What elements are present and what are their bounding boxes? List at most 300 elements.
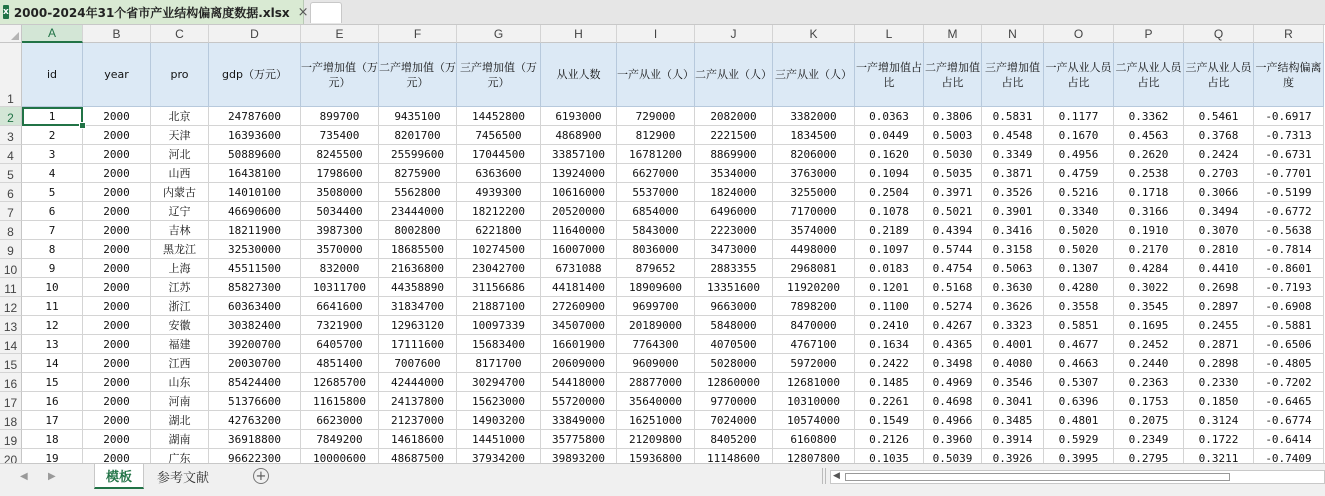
data-cell[interactable]: 19	[22, 449, 83, 463]
data-cell[interactable]: 3255000	[773, 183, 855, 202]
data-cell[interactable]: 4767100	[773, 335, 855, 354]
close-tab-icon[interactable]: ×	[297, 4, 309, 20]
data-cell[interactable]: 6221800	[457, 221, 541, 240]
data-cell[interactable]: 0.3914	[982, 430, 1044, 449]
row-header-3[interactable]: 3	[0, 126, 22, 145]
column-header-d[interactable]: D	[209, 25, 301, 43]
data-cell[interactable]: 15936800	[617, 449, 695, 463]
data-cell[interactable]: 12963120	[379, 316, 457, 335]
column-header-q[interactable]: Q	[1184, 25, 1254, 43]
data-cell[interactable]: 0.1078	[855, 202, 924, 221]
data-cell[interactable]: 0.2410	[855, 316, 924, 335]
data-cell[interactable]: 8201700	[379, 126, 457, 145]
data-cell[interactable]: 0.5030	[924, 145, 982, 164]
data-cell[interactable]: -0.7193	[1254, 278, 1324, 297]
data-cell[interactable]: 16781200	[617, 145, 695, 164]
data-cell[interactable]: 0.4080	[982, 354, 1044, 373]
data-cell[interactable]: 11	[22, 297, 83, 316]
data-cell[interactable]: 4498000	[773, 240, 855, 259]
data-cell[interactable]: 0.2795	[1114, 449, 1184, 463]
data-cell[interactable]: 0.3066	[1184, 183, 1254, 202]
data-cell[interactable]: 2	[22, 126, 83, 145]
data-cell[interactable]: 25599600	[379, 145, 457, 164]
data-cell[interactable]: 0.4410	[1184, 259, 1254, 278]
data-cell[interactable]: 8171700	[457, 354, 541, 373]
data-cell[interactable]: -0.4805	[1254, 354, 1324, 373]
data-cell[interactable]: 34507000	[541, 316, 617, 335]
data-cell[interactable]: 10574000	[773, 411, 855, 430]
data-cell[interactable]: 0.2330	[1184, 373, 1254, 392]
data-cell[interactable]: 7007600	[379, 354, 457, 373]
data-cell[interactable]: 9663000	[695, 297, 773, 316]
data-cell[interactable]: 729000	[617, 107, 695, 126]
sheet-tab-template[interactable]: 模板	[94, 464, 144, 489]
data-cell[interactable]: 0.3340	[1044, 202, 1114, 221]
data-cell[interactable]: 0.1485	[855, 373, 924, 392]
data-cell[interactable]: 2221500	[695, 126, 773, 145]
data-cell[interactable]: 0.3558	[1044, 297, 1114, 316]
row-header-20[interactable]: 20	[0, 449, 22, 463]
data-cell[interactable]: 0.2703	[1184, 164, 1254, 183]
data-cell[interactable]: 0.1177	[1044, 107, 1114, 126]
data-cell[interactable]: 879652	[617, 259, 695, 278]
data-cell[interactable]: 10	[22, 278, 83, 297]
data-cell[interactable]: -0.6774	[1254, 411, 1324, 430]
data-cell[interactable]: 13	[22, 335, 83, 354]
data-cell[interactable]: 0.0449	[855, 126, 924, 145]
data-cell[interactable]: -0.5638	[1254, 221, 1324, 240]
data-cell[interactable]: 10000600	[301, 449, 379, 463]
header-cell[interactable]: 三产从业人员占比	[1184, 43, 1254, 107]
data-cell[interactable]: 辽宁	[151, 202, 209, 221]
data-cell[interactable]: 20520000	[541, 202, 617, 221]
data-cell[interactable]: 2000	[83, 430, 151, 449]
data-cell[interactable]: 11920200	[773, 278, 855, 297]
data-cell[interactable]: 0.3626	[982, 297, 1044, 316]
data-cell[interactable]: 6731088	[541, 259, 617, 278]
data-cell[interactable]: 27260900	[541, 297, 617, 316]
data-cell[interactable]: 黑龙江	[151, 240, 209, 259]
data-cell[interactable]: -0.6917	[1254, 107, 1324, 126]
data-cell[interactable]: 46690600	[209, 202, 301, 221]
data-cell[interactable]: 1	[22, 107, 83, 126]
data-cell[interactable]: 0.1094	[855, 164, 924, 183]
data-cell[interactable]: 5843000	[617, 221, 695, 240]
data-cell[interactable]: 0.5831	[982, 107, 1044, 126]
data-cell[interactable]: 7764300	[617, 335, 695, 354]
data-cell[interactable]: 33849000	[541, 411, 617, 430]
data-cell[interactable]: 17111600	[379, 335, 457, 354]
data-cell[interactable]: 8	[22, 240, 83, 259]
data-cell[interactable]: 0.3124	[1184, 411, 1254, 430]
data-cell[interactable]: 上海	[151, 259, 209, 278]
data-cell[interactable]: 6627000	[617, 164, 695, 183]
row-header-5[interactable]: 5	[0, 164, 22, 183]
data-cell[interactable]: 0.5929	[1044, 430, 1114, 449]
row-header-18[interactable]: 18	[0, 411, 22, 430]
data-cell[interactable]: 5034400	[301, 202, 379, 221]
header-cell[interactable]: 一产增加值占比	[855, 43, 924, 107]
data-cell[interactable]: 0.5039	[924, 449, 982, 463]
data-cell[interactable]: 7456500	[457, 126, 541, 145]
data-cell[interactable]: 0.1634	[855, 335, 924, 354]
column-header-j[interactable]: J	[695, 25, 773, 43]
data-cell[interactable]: 7	[22, 221, 83, 240]
row-header-1[interactable]: 1	[0, 43, 22, 107]
data-cell[interactable]: 0.5020	[1044, 240, 1114, 259]
data-cell[interactable]: 0.5216	[1044, 183, 1114, 202]
data-cell[interactable]: 18211900	[209, 221, 301, 240]
data-cell[interactable]: 山东	[151, 373, 209, 392]
data-cell[interactable]: 0.3494	[1184, 202, 1254, 221]
data-cell[interactable]: 0.2424	[1184, 145, 1254, 164]
data-cell[interactable]: -0.8601	[1254, 259, 1324, 278]
add-sheet-icon[interactable]: +	[253, 468, 269, 484]
data-cell[interactable]: 0.2363	[1114, 373, 1184, 392]
data-cell[interactable]: 2000	[83, 411, 151, 430]
column-header-a[interactable]: A	[22, 25, 83, 43]
data-cell[interactable]: 2000	[83, 107, 151, 126]
data-cell[interactable]: 4851400	[301, 354, 379, 373]
data-cell[interactable]: 0.3546	[982, 373, 1044, 392]
data-cell[interactable]: 2000	[83, 164, 151, 183]
header-cell[interactable]: id	[22, 43, 83, 107]
data-cell[interactable]: 899700	[301, 107, 379, 126]
row-header-12[interactable]: 12	[0, 297, 22, 316]
data-cell[interactable]: 18909600	[617, 278, 695, 297]
data-cell[interactable]: 10097339	[457, 316, 541, 335]
data-cell[interactable]: 0.4284	[1114, 259, 1184, 278]
data-cell[interactable]: 2000	[83, 126, 151, 145]
data-cell[interactable]: -0.6731	[1254, 145, 1324, 164]
data-cell[interactable]: 36918800	[209, 430, 301, 449]
data-cell[interactable]: 42444000	[379, 373, 457, 392]
data-cell[interactable]: 42763200	[209, 411, 301, 430]
data-cell[interactable]: -0.7701	[1254, 164, 1324, 183]
data-cell[interactable]: 2000	[83, 240, 151, 259]
column-header-e[interactable]: E	[301, 25, 379, 43]
data-cell[interactable]: 10616000	[541, 183, 617, 202]
data-cell[interactable]: -0.7202	[1254, 373, 1324, 392]
data-cell[interactable]: 0.3768	[1184, 126, 1254, 145]
row-header-19[interactable]: 19	[0, 430, 22, 449]
data-cell[interactable]: 0.3041	[982, 392, 1044, 411]
data-cell[interactable]: 2968081	[773, 259, 855, 278]
data-cell[interactable]: 2000	[83, 392, 151, 411]
data-cell[interactable]: 0.1753	[1114, 392, 1184, 411]
data-cell[interactable]: 3508000	[301, 183, 379, 202]
data-cell[interactable]: 0.4001	[982, 335, 1044, 354]
data-cell[interactable]: 7024000	[695, 411, 773, 430]
data-cell[interactable]: 85424400	[209, 373, 301, 392]
scroll-left-icon[interactable]: ◀	[833, 471, 840, 481]
data-cell[interactable]: 8869900	[695, 145, 773, 164]
data-cell[interactable]: 30382400	[209, 316, 301, 335]
data-cell[interactable]: 6405700	[301, 335, 379, 354]
data-cell[interactable]: 11615800	[301, 392, 379, 411]
data-cell[interactable]: 3	[22, 145, 83, 164]
data-cell[interactable]: 0.2075	[1114, 411, 1184, 430]
data-cell[interactable]: -0.6414	[1254, 430, 1324, 449]
data-cell[interactable]: 0.2349	[1114, 430, 1184, 449]
data-cell[interactable]: 0.4267	[924, 316, 982, 335]
header-cell[interactable]: 三产从业（人）	[773, 43, 855, 107]
row-header-8[interactable]: 8	[0, 221, 22, 240]
data-cell[interactable]: 9770000	[695, 392, 773, 411]
data-cell[interactable]: 2000	[83, 297, 151, 316]
data-cell[interactable]: 0.3526	[982, 183, 1044, 202]
data-cell[interactable]: 8245500	[301, 145, 379, 164]
data-cell[interactable]: 51376600	[209, 392, 301, 411]
data-cell[interactable]: 2000	[83, 183, 151, 202]
data-cell[interactable]: 16251000	[617, 411, 695, 430]
data-cell[interactable]: 0.1201	[855, 278, 924, 297]
data-cell[interactable]: 安徽	[151, 316, 209, 335]
data-cell[interactable]: 0.4966	[924, 411, 982, 430]
data-cell[interactable]: 0.3901	[982, 202, 1044, 221]
data-cell[interactable]: 9699700	[617, 297, 695, 316]
data-cell[interactable]: 0.1850	[1184, 392, 1254, 411]
data-cell[interactable]: 21887100	[457, 297, 541, 316]
column-header-o[interactable]: O	[1044, 25, 1114, 43]
row-header-9[interactable]: 9	[0, 240, 22, 259]
data-cell[interactable]: 河北	[151, 145, 209, 164]
data-cell[interactable]: 11148600	[695, 449, 773, 463]
data-cell[interactable]: 0.1670	[1044, 126, 1114, 145]
data-cell[interactable]: 21636800	[379, 259, 457, 278]
data-cell[interactable]: 735400	[301, 126, 379, 145]
data-cell[interactable]: 16438100	[209, 164, 301, 183]
data-cell[interactable]: 0.3362	[1114, 107, 1184, 126]
data-cell[interactable]: 0.1035	[855, 449, 924, 463]
data-cell[interactable]: 0.3971	[924, 183, 982, 202]
row-header-11[interactable]: 11	[0, 278, 22, 297]
data-cell[interactable]: 18212200	[457, 202, 541, 221]
data-cell[interactable]: 44358890	[379, 278, 457, 297]
data-cell[interactable]: 24137800	[379, 392, 457, 411]
data-cell[interactable]: 7321900	[301, 316, 379, 335]
data-cell[interactable]: 5972000	[773, 354, 855, 373]
data-cell[interactable]: 0.5307	[1044, 373, 1114, 392]
data-cell[interactable]: 15623000	[457, 392, 541, 411]
data-cell[interactable]: 0.5851	[1044, 316, 1114, 335]
data-cell[interactable]: 6496000	[695, 202, 773, 221]
data-cell[interactable]: -0.7409	[1254, 449, 1324, 463]
data-cell[interactable]: 天津	[151, 126, 209, 145]
data-cell[interactable]: 0.5003	[924, 126, 982, 145]
data-cell[interactable]: 湖南	[151, 430, 209, 449]
data-cell[interactable]: 江西	[151, 354, 209, 373]
data-cell[interactable]: 2000	[83, 316, 151, 335]
data-cell[interactable]: 8206000	[773, 145, 855, 164]
column-header-l[interactable]: L	[855, 25, 924, 43]
data-cell[interactable]: 12681000	[773, 373, 855, 392]
data-cell[interactable]: 14451000	[457, 430, 541, 449]
data-cell[interactable]: 湖北	[151, 411, 209, 430]
data-cell[interactable]: 6854000	[617, 202, 695, 221]
data-cell[interactable]: 7170000	[773, 202, 855, 221]
data-cell[interactable]: 12	[22, 316, 83, 335]
data-cell[interactable]: -0.6772	[1254, 202, 1324, 221]
data-cell[interactable]: 0.4698	[924, 392, 982, 411]
data-cell[interactable]: 0.2261	[855, 392, 924, 411]
data-cell[interactable]: 0.1620	[855, 145, 924, 164]
data-cell[interactable]: 0.1100	[855, 297, 924, 316]
data-cell[interactable]: 8036000	[617, 240, 695, 259]
data-cell[interactable]: 3473000	[695, 240, 773, 259]
data-cell[interactable]: 0.2126	[855, 430, 924, 449]
header-cell[interactable]: 三产增加值占比	[982, 43, 1044, 107]
data-cell[interactable]: 6363600	[457, 164, 541, 183]
data-cell[interactable]: 45511500	[209, 259, 301, 278]
data-cell[interactable]: 14	[22, 354, 83, 373]
data-cell[interactable]: 0.3630	[982, 278, 1044, 297]
data-cell[interactable]: 0.4677	[1044, 335, 1114, 354]
data-cell[interactable]: -0.5881	[1254, 316, 1324, 335]
data-cell[interactable]: 8405200	[695, 430, 773, 449]
column-header-p[interactable]: P	[1114, 25, 1184, 43]
data-cell[interactable]: 96622300	[209, 449, 301, 463]
header-cell[interactable]: gdp（万元）	[209, 43, 301, 107]
data-cell[interactable]: 0.3349	[982, 145, 1044, 164]
data-cell[interactable]: 0.4548	[982, 126, 1044, 145]
data-cell[interactable]: -0.6465	[1254, 392, 1324, 411]
data-cell[interactable]: 14452800	[457, 107, 541, 126]
data-cell[interactable]: 21209800	[617, 430, 695, 449]
data-cell[interactable]: 0.5020	[1044, 221, 1114, 240]
row-header-13[interactable]: 13	[0, 316, 22, 335]
data-cell[interactable]: 5537000	[617, 183, 695, 202]
data-cell[interactable]: 0.4801	[1044, 411, 1114, 430]
data-cell[interactable]: 0.3545	[1114, 297, 1184, 316]
data-cell[interactable]: 2082000	[695, 107, 773, 126]
data-cell[interactable]: 0.4969	[924, 373, 982, 392]
data-cell[interactable]: 0.3926	[982, 449, 1044, 463]
data-cell[interactable]: 23042700	[457, 259, 541, 278]
data-cell[interactable]: 0.3166	[1114, 202, 1184, 221]
data-cell[interactable]: 0.3498	[924, 354, 982, 373]
data-cell[interactable]: 0.5461	[1184, 107, 1254, 126]
data-cell[interactable]: 8470000	[773, 316, 855, 335]
data-cell[interactable]: 832000	[301, 259, 379, 278]
data-cell[interactable]: 13924000	[541, 164, 617, 183]
data-cell[interactable]: 2000	[83, 259, 151, 278]
data-cell[interactable]: 24787600	[209, 107, 301, 126]
row-header-14[interactable]: 14	[0, 335, 22, 354]
data-cell[interactable]: 3574000	[773, 221, 855, 240]
data-cell[interactable]: 6	[22, 202, 83, 221]
data-cell[interactable]: 8275900	[379, 164, 457, 183]
data-cell[interactable]: 12685700	[301, 373, 379, 392]
data-cell[interactable]: 6641600	[301, 297, 379, 316]
row-header-16[interactable]: 16	[0, 373, 22, 392]
data-cell[interactable]: 55720000	[541, 392, 617, 411]
data-cell[interactable]: 2000	[83, 335, 151, 354]
header-cell[interactable]: 三产增加值（万元）	[457, 43, 541, 107]
data-cell[interactable]: 13351600	[695, 278, 773, 297]
data-cell[interactable]: 0.3806	[924, 107, 982, 126]
data-cell[interactable]: 0.2810	[1184, 240, 1254, 259]
data-cell[interactable]: 0.5021	[924, 202, 982, 221]
row-header-10[interactable]: 10	[0, 259, 22, 278]
data-cell[interactable]: 1798600	[301, 164, 379, 183]
data-cell[interactable]: 6160800	[773, 430, 855, 449]
data-cell[interactable]: 18	[22, 430, 83, 449]
data-cell[interactable]: 0.3960	[924, 430, 982, 449]
data-cell[interactable]: 6623000	[301, 411, 379, 430]
data-cell[interactable]: 0.4563	[1114, 126, 1184, 145]
new-tab-button[interactable]	[310, 2, 342, 23]
data-cell[interactable]: 北京	[151, 107, 209, 126]
data-cell[interactable]: 6193000	[541, 107, 617, 126]
header-cell[interactable]: 二产增加值占比	[924, 43, 982, 107]
data-cell[interactable]: 3534000	[695, 164, 773, 183]
data-cell[interactable]: 14010100	[209, 183, 301, 202]
column-header-h[interactable]: H	[541, 25, 617, 43]
data-cell[interactable]: 2000	[83, 278, 151, 297]
horizontal-scrollbar[interactable]	[830, 470, 1325, 484]
data-cell[interactable]: 16601900	[541, 335, 617, 354]
data-cell[interactable]: 广东	[151, 449, 209, 463]
data-cell[interactable]: 0.2170	[1114, 240, 1184, 259]
data-cell[interactable]: 2000	[83, 145, 151, 164]
sheet-tab-references[interactable]: 参考文献	[156, 471, 209, 486]
row-header-2[interactable]: 2	[0, 107, 22, 126]
data-cell[interactable]: 28877000	[617, 373, 695, 392]
data-cell[interactable]: 31156686	[457, 278, 541, 297]
data-cell[interactable]: 0.2440	[1114, 354, 1184, 373]
data-cell[interactable]: 11640000	[541, 221, 617, 240]
data-cell[interactable]: 20189000	[617, 316, 695, 335]
data-cell[interactable]: 23444000	[379, 202, 457, 221]
data-cell[interactable]: 5848000	[695, 316, 773, 335]
data-cell[interactable]: 0.3416	[982, 221, 1044, 240]
header-cell[interactable]: 从业人数	[541, 43, 617, 107]
row-header-7[interactable]: 7	[0, 202, 22, 221]
data-cell[interactable]: 浙江	[151, 297, 209, 316]
data-cell[interactable]: 0.1549	[855, 411, 924, 430]
data-cell[interactable]: 37934200	[457, 449, 541, 463]
data-cell[interactable]: 2883355	[695, 259, 773, 278]
data-cell[interactable]: 0.4365	[924, 335, 982, 354]
data-cell[interactable]: 10310000	[773, 392, 855, 411]
data-cell[interactable]: 0.0183	[855, 259, 924, 278]
data-cell[interactable]: 14903200	[457, 411, 541, 430]
data-cell[interactable]: 14618600	[379, 430, 457, 449]
data-cell[interactable]: 20609000	[541, 354, 617, 373]
header-cell[interactable]: 二产增加值（万元）	[379, 43, 457, 107]
data-cell[interactable]: 60363400	[209, 297, 301, 316]
data-cell[interactable]: 0.5168	[924, 278, 982, 297]
header-cell[interactable]: 二产从业人员占比	[1114, 43, 1184, 107]
column-header-n[interactable]: N	[982, 25, 1044, 43]
column-header-k[interactable]: K	[773, 25, 855, 43]
data-cell[interactable]: 0.3871	[982, 164, 1044, 183]
data-cell[interactable]: 44181400	[541, 278, 617, 297]
data-cell[interactable]: 31834700	[379, 297, 457, 316]
data-cell[interactable]: 0.1097	[855, 240, 924, 259]
data-cell[interactable]: 15683400	[457, 335, 541, 354]
data-cell[interactable]: 0.2897	[1184, 297, 1254, 316]
data-cell[interactable]: 2000	[83, 202, 151, 221]
data-cell[interactable]: 21237000	[379, 411, 457, 430]
data-cell[interactable]: 39200700	[209, 335, 301, 354]
data-cell[interactable]: 10311700	[301, 278, 379, 297]
header-cell[interactable]: 二产从业（人）	[695, 43, 773, 107]
row-header-4[interactable]: 4	[0, 145, 22, 164]
data-cell[interactable]: 12807800	[773, 449, 855, 463]
data-cell[interactable]: 0.2189	[855, 221, 924, 240]
